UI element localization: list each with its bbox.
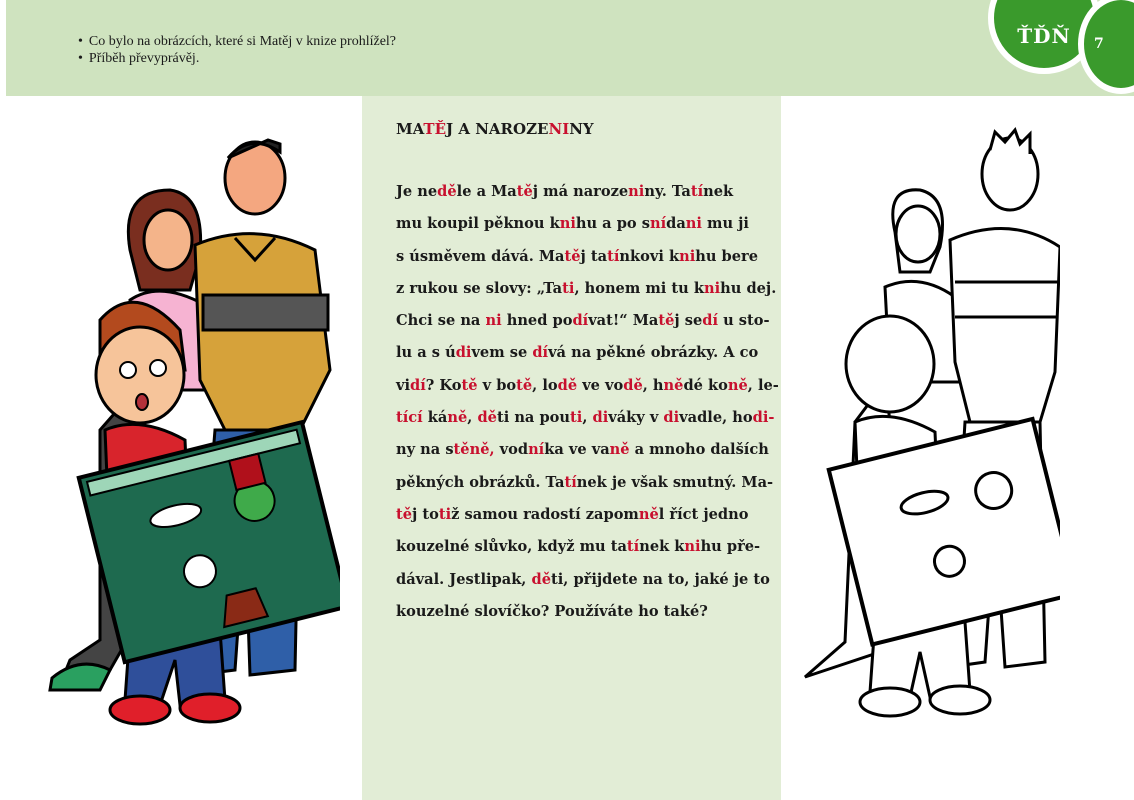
text-run: j má naroze — [532, 183, 629, 200]
highlighted-syllable: di — [455, 344, 472, 362]
text-run: a mnoho dalších — [629, 441, 769, 459]
highlighted-syllable: ni — [684, 538, 701, 556]
text-run: kouzelné slůvko, když mu ta — [396, 538, 627, 556]
highlighted-syllable: ti — [438, 505, 452, 523]
highlighted-syllable: tě — [516, 376, 533, 394]
story-title — [396, 120, 594, 138]
highlighted-syllable: dí — [572, 312, 589, 330]
story-line — [396, 309, 770, 341]
text-run: vá na pěkné obrázky. A co — [548, 344, 759, 362]
highlighted-syllable: ně — [727, 376, 748, 394]
highlighted-syllable: ně, — [469, 441, 495, 459]
highlighted-syllable: tě — [453, 441, 470, 459]
story-line — [396, 568, 770, 600]
text-run: lu a s ú — [396, 344, 456, 362]
story-line — [396, 438, 769, 470]
text-run: dával. Jestlipak, — [396, 570, 532, 588]
text-run: j se — [674, 312, 703, 330]
highlighted-syllable: ní — [649, 215, 667, 233]
text-run: Je ne — [396, 183, 438, 200]
text-run: u sto- — [718, 312, 770, 330]
highlighted-syllable: dě — [557, 376, 578, 394]
text-run: j to — [412, 505, 439, 523]
highlighted-syllable: ni — [679, 247, 696, 265]
question-list — [78, 33, 396, 67]
highlighted-syllable: tí — [690, 183, 704, 200]
text-run: hned po — [501, 312, 573, 330]
highlighted-syllable: tí — [607, 247, 620, 265]
text-run: , — [467, 409, 478, 427]
highlighted-syllable: tící — [396, 409, 423, 427]
text-run: , — [582, 409, 593, 427]
highlighted-syllable: di — [592, 409, 609, 427]
highlighted-syllable: dě — [477, 409, 497, 427]
highlighted-syllable: dě — [437, 183, 457, 200]
text-run: s úsměvem dává. Ma — [396, 247, 565, 265]
highlighted-syllable: dě — [531, 570, 551, 588]
highlighted-syllable: dí — [702, 312, 719, 330]
text-run: , přijdete na to, jaké je to — [563, 570, 770, 588]
story-line — [396, 374, 779, 406]
text-run: vadle, ho — [679, 409, 753, 427]
text-run: , h — [642, 376, 664, 394]
question-item: • Co bylo na obrázcích, které si Matěj v knize prohlížel? — [78, 33, 396, 50]
text-run: pěkných obrázků. Ta — [396, 473, 565, 491]
text-run: ka ve va — [544, 441, 610, 459]
highlighted-syllable: ti — [570, 409, 583, 427]
highlighted-syllable: NI — [548, 120, 570, 138]
text-run: nkovi k — [619, 247, 680, 265]
highlighted-syllable: tě — [564, 247, 581, 265]
question-item: • Příběh převyprávěj. — [78, 50, 396, 67]
highlighted-syllable: ni — [703, 279, 721, 297]
text-run: vat!“ Ma — [588, 312, 659, 330]
text-run: da — [666, 215, 686, 233]
text-run: l říct jedno — [658, 505, 749, 523]
highlighted-syllable: ně — [663, 376, 684, 394]
text-run: nek — [703, 183, 734, 200]
family-illustration-color — [40, 130, 340, 730]
highlighted-syllable: dí — [410, 376, 426, 394]
letters-badge-label: ŤĎŇ — [1017, 24, 1071, 48]
text-run: MA — [396, 120, 424, 138]
text-run: ve vo — [577, 376, 624, 394]
highlighted-syllable: ně — [609, 441, 630, 459]
highlighted-syllable: tí — [626, 538, 640, 556]
highlighted-syllable: tě — [396, 505, 413, 523]
text-run: ? Ko — [425, 376, 462, 394]
highlighted-syllable: ti — [562, 279, 575, 297]
text-run: nek k — [639, 538, 685, 556]
highlighted-syllable: ni — [559, 215, 576, 233]
text-run: kouzelné slovíčko? Používáte ho také? — [396, 602, 708, 620]
text-run: ny. Ta — [644, 183, 691, 200]
highlighted-syllable: tě — [461, 376, 478, 394]
text-run: Chci se na — [396, 312, 486, 330]
text-run: ž samou radostí zapom — [451, 505, 639, 523]
highlighted-syllable: ní — [528, 441, 545, 459]
highlighted-syllable: ni — [628, 183, 645, 200]
story-line — [396, 535, 761, 567]
story-line — [396, 341, 759, 373]
text-run: váky v — [608, 409, 664, 427]
highlighted-syllable: TĚ — [423, 120, 447, 138]
highlighted-syllable: ni — [485, 312, 502, 330]
text-run: vod — [494, 441, 529, 459]
text-run: hu dej. — [720, 279, 777, 297]
highlighted-syllable: di — [663, 409, 680, 427]
text-run: hu pře- — [700, 538, 761, 556]
text-run: le a Ma — [456, 183, 517, 200]
text-run: , le- — [747, 376, 779, 394]
story-line — [396, 471, 774, 503]
story-text — [396, 180, 779, 632]
text-run: J A NAROZE — [446, 120, 549, 138]
text-run: vi — [396, 376, 411, 394]
text-run: ti na pou — [496, 409, 571, 427]
story-line — [396, 503, 756, 535]
highlighted-syllable: di- — [752, 409, 775, 427]
text-run: NY — [569, 120, 594, 138]
text-run: ká — [422, 409, 448, 427]
page-number: 7 — [1094, 36, 1104, 52]
text-run: ti — [550, 570, 564, 588]
text-run: z rukou se slovy: „Ta — [396, 279, 563, 297]
text-run: hu bere — [695, 247, 759, 265]
text-run: nek je však smutný. Ma- — [576, 473, 774, 491]
story-line — [396, 277, 777, 309]
text-run: v bo — [477, 376, 517, 394]
text-run: j ta — [580, 247, 608, 265]
story-line — [396, 180, 756, 212]
story-line — [396, 406, 775, 438]
text-run: vem se — [471, 344, 533, 362]
highlighted-syllable: tě — [516, 183, 533, 200]
highlighted-syllable: dí — [532, 344, 549, 362]
text-run: , honem mi tu k — [574, 279, 704, 297]
text-run: mu koupil pěknou k — [396, 215, 560, 233]
text-run: ny na s — [396, 441, 454, 459]
highlighted-syllable: tě — [658, 312, 675, 330]
story-line — [396, 600, 756, 632]
text-run: , lo — [532, 376, 558, 394]
highlighted-syllable: ně — [447, 409, 468, 427]
story-line — [396, 212, 756, 244]
text-run: dé ko — [683, 376, 728, 394]
family-illustration-outline — [790, 122, 1060, 742]
story-line — [396, 245, 759, 277]
highlighted-syllable: tí — [564, 473, 577, 491]
text-run: mu ji — [701, 215, 749, 233]
highlighted-syllable: dě — [623, 376, 643, 394]
highlighted-syllable: ně — [638, 505, 659, 523]
highlighted-syllable: ni — [685, 215, 702, 233]
text-run: hu a po s — [575, 215, 650, 233]
